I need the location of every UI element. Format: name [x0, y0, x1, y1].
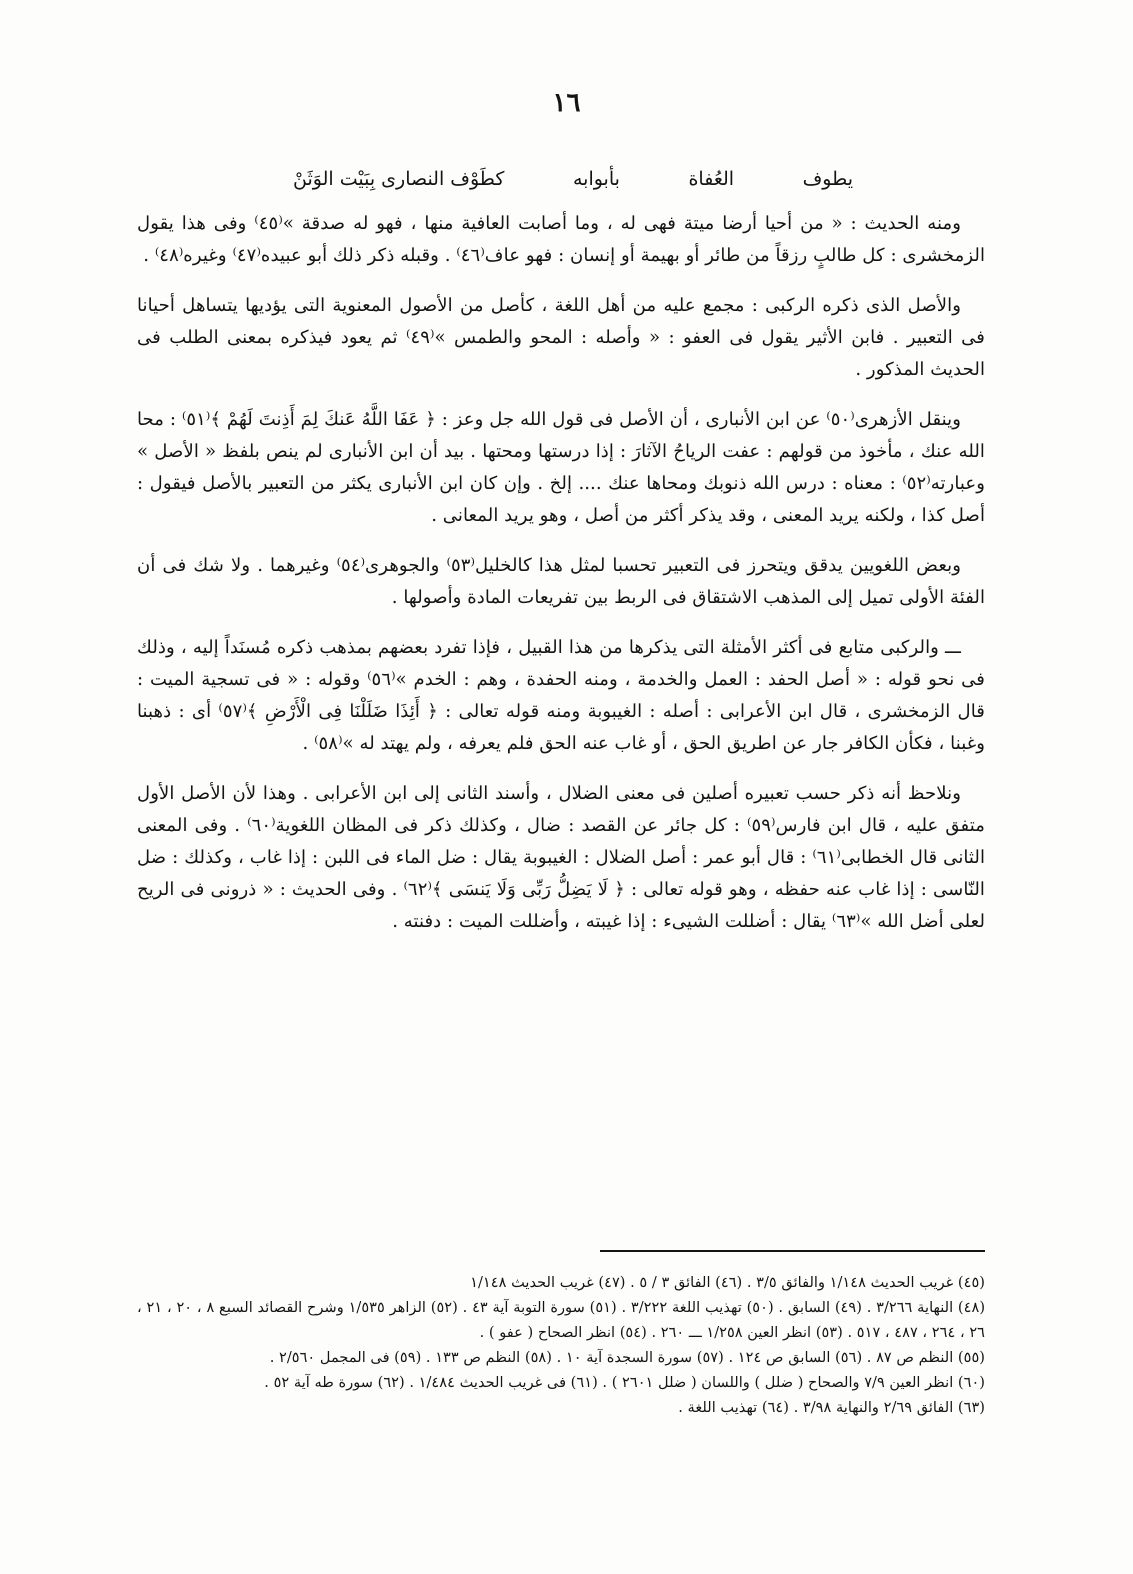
paragraph: ومنه الحديث : « من أحيا أرضا ميتة فهى له ، وما أصابت العافية منها ، فهو له صدقة »⁽٤٥⁾ وفى هذا يقول الزمخشرى : كل طالبٍ رزقاً من طائر أو بهيمة أو إنسان : فهو عاف⁽٤٦⁾ . وقبله ذكر ذلك أبو عبيده⁽٤٧⁾ وغيره⁽٤٨⁾ . [137, 213, 985, 266]
verse-second-hemistich: كطَوْف النصارى بِبَيْت الوَثَنْ [293, 168, 505, 190]
footnote-line: (٤٨) النهاية ٣/٢٦٦ . (٤٩) السابق . (٥٠) تهذيب اللغة ٣/٢٢٢ . (٥١) سورة التوبة آية ٤٣ . (٥٢) الزاهر ١/٥٣٥ وشرح القصائد السبع ٨ ، ٢٠ ، ٢١ ، ٢٦ ، ٢٦٤ ، ٤٨٧ ، ٥١٧ . (٥٣) انظر العين ١/٢٥٨ ـــ ٢٦٠ . (٥٤) انظر الصحاح ( عفو ) . [137, 1299, 986, 1341]
footnote-line: (٥٥) النظم ص ٨٧ . (٥٦) السابق ص ١٢٤ . (٥٧) سورة السجدة آية ١٠ . (٥٨) النظم ص ١٣٣ . (٥٩) فى المجمل ٢/٥٦٠ . [269, 1349, 985, 1366]
paragraph: ونلاحظ أنه ذكر حسب تعبيره أصلين فى معنى الضلال ، وأسند الثانى إلى ابن الأعرابى . وهذا لأن الأصل الأول متفق عليه ، قال ابن فارس⁽٥٩⁾ : كل جائر عن القصد : ضال ، وكذلك ذكر فى المظان اللغوية⁽٦٠⁾ . وفى المعنى الثانى قال الخطابى⁽٦١⁾ : قال أبو عمر : أصل الضلال : الغيبوبة يقال : ضل الماء فى اللبن : إذا غاب ، وكذلك : ضل النّاسى : إذا غاب عنه حفظه ، وهو قوله تعالى : ﴿ لَا يَضِلُّ رَبِّى وَلَا يَنسَى ﴾⁽٦٢⁾ . وفى الحديث : « ذرونى فى الريح لعلى أضل الله »⁽٦٣⁾ يقال : أضللت الشيىء : إذا غيبته ، وأضللت الميت : دفنته . [137, 783, 986, 932]
verse-word: العُفاة [688, 168, 735, 190]
footnotes [137, 1270, 985, 1420]
body-text [137, 208, 985, 956]
verse-word: بأبوابه [572, 168, 620, 190]
verse-word: يطوف [802, 168, 853, 190]
footnote-divider [600, 1250, 985, 1252]
footnote-line: (٦٠) انظر العين ٧/٩ والصحاح ( ضلل ) واللسان ( ضلل ٢٦٠١ ) . (٦١) فى غريب الحديث ١/٤٨٤ . (٦٢) سورة طه آية ٥٢ . [264, 1374, 985, 1391]
footnote-line: (٦٣) الفائق ٢/٦٩ والنهاية ٣/٩٨ . (٦٤) تهذيب اللغة . [678, 1399, 985, 1416]
poetry-verse [293, 168, 853, 190]
footnote-line: (٤٥) غريب الحديث ١/١٤٨ والفائق ٣/٥ . (٤٦) الفائق ٣ ‏/‏ ٥ . (٤٧) غريب الحديث ١/١٤٨ [470, 1274, 985, 1291]
paragraph: وينقل الأزهرى⁽٥٠⁾ عن ابن الأنبارى ، أن الأصل فى قول الله جل وعز : ﴿ عَفَا اللَّهُ عَنكَ لِمَ أَذِنتَ لَهُمْ ﴾⁽٥١⁾ : محا الله عنك ، مأخوذ من قولهم : عفت الرياحُ الآثارَ : إذا درستها ومحتها . بيد أن ابن الأنبارى لم ينص بلفظ « الأصل » وعبارته⁽٥٢⁾ : معناه : درس الله ذنوبك ومحاها عنك .... إلخ . وإن كان ابن الأنبارى يكثر من التعبير بالأصل فيقول : أصل كذا ، ولكنه يريد المعنى ، وقد يذكر أكثر من أصل ، وهو يريد المعانى . [137, 409, 985, 526]
paragraph: ـــ والركبى متابع فى أكثر الأمثلة التى يذكرها من هذا القبيل ، فإذا تفرد بعضهم بمذهب ذكره مُسنَداً إليه ، وذلك فى نحو قوله : « أصل الحفد : العمل والخدمة ، ومنه الحفدة ، وهم : الخدم »⁽٥٦⁾ وقوله : « فى تسجية الميت : قال الزمخشرى ، قال ابن الأعرابى : أصله : الغيبوبة ومنه قوله تعالى : ﴿ أَئِذَا ضَلَلْنَا فِى الْأَرْضِ ﴾⁽٥٧⁾ أى : ذهبنا وغبنا ، فكأن الكافر جار عن اطريق الحق ، أو غاب عنه الحق فلم يعرفه ، ولم يهتد له »⁽٥٨⁾ . [137, 637, 985, 754]
page-number: ١٦ [552, 88, 581, 118]
paragraph: وبعض اللغويين يدقق ويتحرز فى التعبير تحسبا لمثل هذا كالخليل⁽٥٣⁾ والجوهرى⁽٥٤⁾ وغيرهما . ولا شك فى أن الفئة الأولى تميل إلى المذهب الاشتقاق فى الربط بين تفريعات المادة وأصولها . [137, 555, 985, 608]
paragraph: والأصل الذى ذكره الركبى : مجمع عليه من أهل اللغة ، كأصل من الأصول المعنوية التى يؤديها يتساهل أحيانا فى التعبير . فابن الأثير يقول فى العفو : « وأصله : المحو والطمس »⁽٤٩⁾ ثم يعود فيذكره بمعنى الطلب فى الحديث المذكور . [137, 295, 985, 380]
